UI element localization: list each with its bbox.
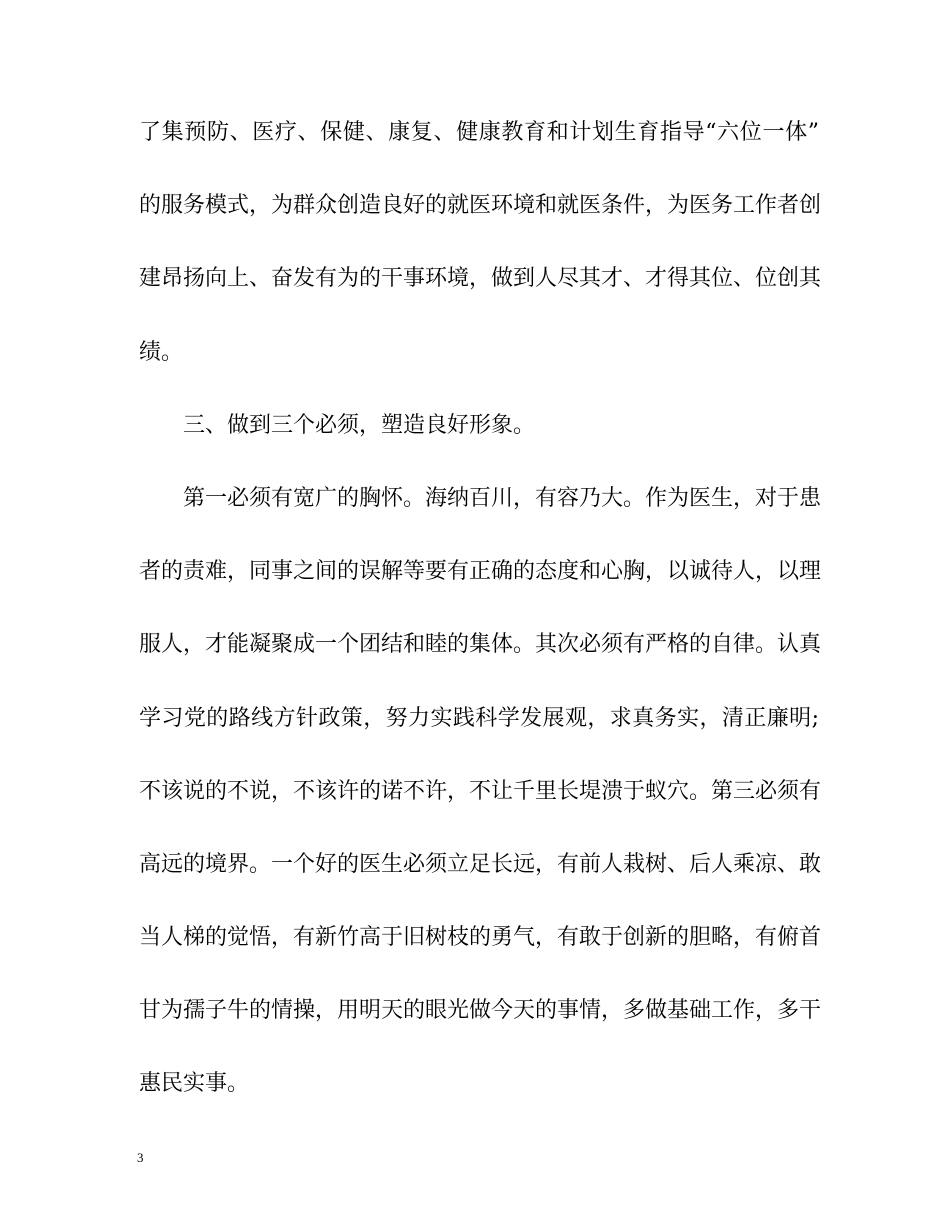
text-line: 不该说的不说，不该许的诺不许，不让千里长堤溃于蚁穴。第三必须有: [139, 778, 822, 804]
text-line: 甘为孺子牛的情操，用明天的眼光做今天的事情，多做基础工作，多干: [139, 998, 822, 1024]
text-line: 的服务模式，为群众创造良好的就医环境和就医条件，为医务工作者创: [139, 193, 822, 219]
text-line: 者的责难，同事之间的误解等要有正确的态度和心胸，以诚待人，以理: [139, 559, 822, 585]
text-line: 当人梯的觉悟，有新竹高于旧树枝的勇气，有敢于创新的胆略，有俯首: [139, 925, 822, 951]
section-heading: 三、做到三个必须，塑造良好形象。: [183, 412, 536, 438]
text-line: 建昂扬向上、奋发有为的干事环境，做到人尽其才、才得其位、位创其: [139, 266, 822, 292]
text-line: 高远的境界。一个好的医生必须立足长远，有前人栽树、后人乘凉、敢: [139, 851, 822, 877]
text-line: 了集预防、医疗、保健、康复、健康教育和计划生育指导“六位一体”: [139, 120, 819, 145]
text-line: 第一必须有宽广的胸怀。海纳百川，有容乃大。作为医生，对于患: [183, 485, 822, 511]
body-text: [139, 120, 822, 1147]
text-line: 绩。: [139, 339, 184, 365]
text-line: 学习党的路线方针政策，努力实践科学发展观，求真务实，清正廉明;: [139, 705, 819, 731]
text-line: 服人，才能凝聚成一个团结和睦的集体。其次必须有严格的自律。认真: [139, 632, 822, 658]
text-line: 惠民实事。: [139, 1071, 250, 1097]
page-number: 3: [137, 1150, 144, 1165]
